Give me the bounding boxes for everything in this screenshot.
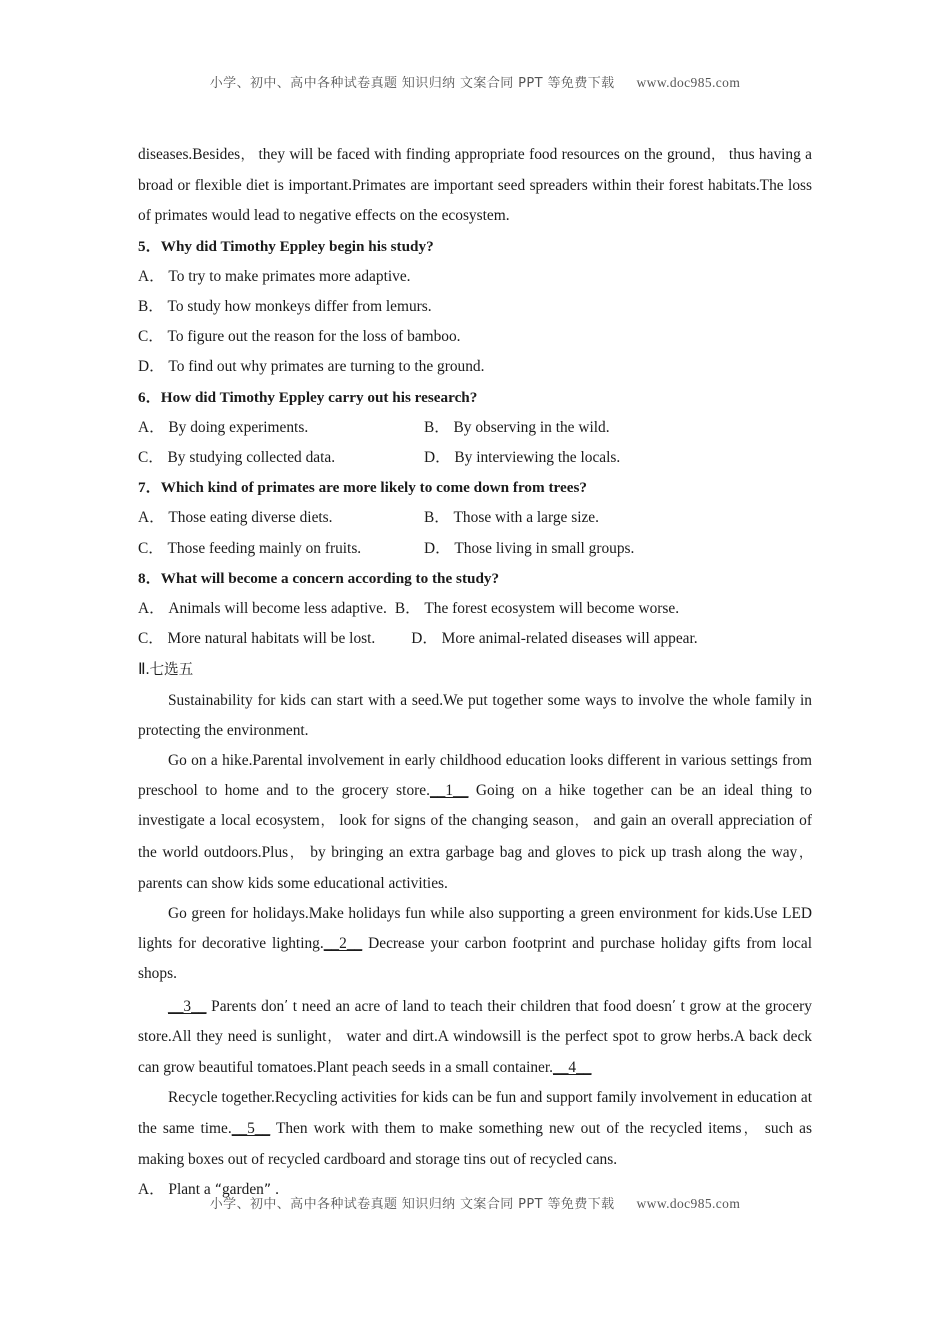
- question-text-5: Why did Timothy Eppley begin his study?: [160, 237, 434, 255]
- cloze-p1-text-f: parents can show kids some educational activities.: [138, 874, 448, 892]
- cjk-comma: ，: [319, 814, 335, 830]
- option-text: To figure out the reason for the loss of bamboo.: [167, 328, 461, 346]
- choice-dot: ．: [149, 1180, 165, 1198]
- option-8b[interactable]: [395, 594, 679, 624]
- option-7c[interactable]: [138, 534, 361, 564]
- question-number-7: 7: [138, 479, 146, 497]
- section-title: 七选五: [149, 661, 194, 679]
- option-row-8cd: [138, 624, 812, 654]
- option-text: By observing in the wild.: [453, 418, 610, 436]
- option-dot: ．: [435, 539, 451, 557]
- cloze-p1-text-e: by bringing an extra garbage bag and gloves to pick up trash along the way: [310, 843, 798, 861]
- question-number-dot: ．: [145, 237, 161, 255]
- option-text: To study how monkeys differ from lemurs.: [167, 298, 432, 316]
- option-dot: ．: [405, 600, 421, 618]
- footer-watermark-url: www.doc985.com: [636, 1196, 741, 1211]
- option-dot: ．: [148, 539, 164, 557]
- option-label: D: [424, 539, 436, 557]
- option-row-5b: [138, 292, 812, 322]
- option-6b[interactable]: [424, 413, 610, 443]
- option-6d[interactable]: [424, 443, 620, 473]
- option-dot: ．: [148, 449, 164, 467]
- option-text: To try to make primates more adaptive.: [168, 267, 411, 285]
- cjk-comma: ，: [326, 1029, 342, 1045]
- option-7b[interactable]: [424, 503, 599, 533]
- question-text-7: Which kind of primates are more likely to come down from trees?: [160, 479, 587, 497]
- option-text: Those eating diverse diets.: [168, 509, 333, 527]
- cloze-p1-text-d: and gain an overall appreciation of the world outdoors.Plus: [138, 812, 812, 861]
- question-number-dot: ．: [145, 388, 161, 406]
- option-dot: ．: [149, 418, 165, 436]
- option-dot: ．: [148, 298, 164, 316]
- quote-close-glyph: ”: [263, 1181, 272, 1198]
- option-row-5a: [138, 262, 812, 292]
- option-row-5d: [138, 352, 812, 382]
- choice-word: garden: [221, 1180, 264, 1198]
- question-text-8: What will become a concern according to the study?: [160, 569, 500, 587]
- option-text: Those with a large size.: [453, 509, 599, 527]
- section-separator: .: [145, 661, 150, 679]
- question-number-5: 5: [138, 237, 146, 255]
- option-dot: ．: [434, 418, 450, 436]
- option-6c[interactable]: [138, 443, 335, 473]
- option-text: Those feeding mainly on fruits.: [167, 539, 362, 557]
- option-7a[interactable]: [138, 503, 333, 533]
- cloze-blank-5[interactable]: __5__: [231, 1119, 271, 1137]
- cjk-comma: ，: [288, 845, 305, 861]
- header-watermark-text: 小学、初中、高中各种试卷真题 知识归纳 文案合同 PPT 等免费下载: [209, 76, 615, 91]
- option-label: B: [394, 600, 406, 618]
- cloze-p2-text-b: Decrease your carbon footprint and purchase holiday gifts from local shops.: [138, 935, 812, 983]
- option-row-7cd: [138, 534, 812, 564]
- cjk-comma: ，: [710, 148, 725, 163]
- option-5a[interactable]: [138, 262, 411, 292]
- cjk-comma: ，: [797, 845, 812, 861]
- passage-text-c: thus having a broad or flexible diet is important.Primates are important seed spreaders within their forest habitats.The loss of primates would lead to negative effects on the ecosystem.: [138, 146, 812, 225]
- cloze-paragraph-4: [138, 1083, 812, 1175]
- question-number-6: 6: [138, 388, 146, 406]
- cloze-p3-text-d: water and dirt.A windowsill is the perfect spot to grow herbs.A back deck can grow beautiful tomatoes.Plant peach seeds in a small container.: [138, 1027, 812, 1077]
- cloze-blank-3[interactable]: __3__: [168, 997, 207, 1015]
- option-dot: ．: [435, 449, 451, 467]
- option-label: A: [138, 509, 150, 527]
- question-number-dot: ．: [145, 479, 161, 497]
- option-label: C: [138, 630, 149, 648]
- option-text: By studying collected data.: [167, 449, 336, 467]
- option-text: Those living in small groups.: [454, 539, 635, 557]
- option-label: D: [424, 449, 436, 467]
- option-5c[interactable]: [138, 322, 461, 352]
- cloze-p1-text-c: look for signs of the changing season: [339, 812, 574, 830]
- footer-watermark: [0, 1193, 950, 1212]
- option-label: A: [138, 267, 150, 285]
- header-watermark: [0, 72, 950, 91]
- cloze-p4-text-c: such as making boxes out of recycled cardboard and storage tins out of recycled cans.: [138, 1119, 812, 1168]
- cjk-comma: ，: [573, 814, 589, 830]
- cloze-p1-text-a: Go on a hike.Parental involvement in early childhood education looks different in various settings from preschool to home and to the grocery store.: [138, 752, 812, 800]
- option-text: Animals will become less adaptive.: [168, 600, 387, 618]
- option-8a[interactable]: [138, 594, 387, 624]
- option-text: More natural habitats will be lost.: [167, 630, 376, 648]
- choice-text-b: .: [275, 1180, 279, 1198]
- header-watermark-url: www.doc985.com: [636, 75, 741, 90]
- option-6a[interactable]: [138, 413, 308, 443]
- question-stem-5: [138, 232, 812, 262]
- cloze-p3-text-c: t grow at the grocery store.All they need is sunlight: [138, 997, 813, 1045]
- passage-text-a: diseases.Besides: [138, 146, 241, 163]
- option-dot: ．: [149, 267, 165, 285]
- option-label: D: [411, 630, 423, 648]
- apostrophe-glyph: ’: [671, 997, 676, 1012]
- option-label: B: [138, 298, 149, 316]
- cloze-paragraph-1: [138, 746, 812, 899]
- footer-watermark-text: 小学、初中、高中各种试卷真题 知识归纳 文案合同 PPT 等免费下载: [209, 1197, 615, 1212]
- cloze-p4-text-b: Then work with them to make something new out of the recycled items: [270, 1119, 742, 1137]
- option-label: D: [138, 358, 150, 376]
- option-text: To find out why primates are turning to the ground.: [168, 358, 485, 376]
- cjk-comma: ，: [240, 148, 255, 163]
- cloze-p3-text-b: t need an acre of land to teach their children that food doesn: [288, 997, 672, 1015]
- option-label: A: [138, 600, 150, 618]
- section-roman-numeral: Ⅱ: [138, 661, 146, 679]
- option-text: By interviewing the locals.: [454, 449, 621, 467]
- option-row-7ab: [138, 503, 812, 533]
- cloze-blank-1[interactable]: __1__: [429, 782, 469, 800]
- question-stem-6: [138, 383, 812, 413]
- cloze-paragraph-3: [138, 990, 812, 1084]
- apostrophe-glyph: ’: [284, 997, 289, 1012]
- option-dot: ．: [149, 358, 165, 376]
- option-8d[interactable]: [411, 624, 697, 654]
- option-label: C: [138, 539, 149, 557]
- option-5b[interactable]: [138, 292, 432, 322]
- option-row-6ab: [138, 413, 812, 443]
- question-text-6: How did Timothy Eppley carry out his research?: [160, 388, 478, 406]
- question-stem-7: [138, 473, 812, 503]
- option-dot: ．: [149, 600, 165, 618]
- choice-label: A: [138, 1180, 150, 1198]
- question-stem-8: [138, 564, 812, 594]
- cjk-comma: ，: [741, 1121, 759, 1137]
- option-label: B: [424, 509, 435, 527]
- option-label: C: [138, 328, 149, 346]
- cloze-p1-text-b: Going on a hike together can be an ideal thing to investigate a local ecosystem: [138, 782, 812, 830]
- option-dot: ．: [434, 509, 450, 527]
- option-row-6cd: [138, 443, 812, 473]
- option-dot: ．: [149, 509, 165, 527]
- option-text: By doing experiments.: [168, 418, 309, 436]
- option-5d[interactable]: [138, 352, 484, 382]
- option-8c[interactable]: [138, 624, 375, 654]
- cloze-p2-text-a: Go green for holidays.Make holidays fun while also supporting a green environment for kids.Use LED lights for decorative lighting.: [138, 905, 812, 953]
- option-text: The forest ecosystem will become worse.: [424, 600, 680, 618]
- question-number-dot: ．: [145, 569, 161, 587]
- option-label: A: [138, 418, 150, 436]
- question-number-8: 8: [138, 569, 146, 587]
- passage-text-b: they will be faced with finding appropriate food resources on the ground: [258, 146, 711, 163]
- cloze-paragraph-2: [138, 899, 812, 990]
- option-dot: ．: [148, 328, 164, 346]
- option-dot: ．: [422, 630, 438, 648]
- cloze-blank-2[interactable]: __2__: [323, 935, 363, 953]
- passage-continuation-paragraph: [138, 140, 812, 232]
- option-7d[interactable]: [424, 534, 634, 564]
- option-row-8ab: [138, 594, 812, 624]
- cloze-p4-text-a: Recycle together.Recycling activities for kids can be fun and support family involvement in education at the same time.: [138, 1089, 812, 1137]
- cloze-intro-paragraph: Sustainability for kids can start with a seed.We put together some ways to involve the whole family in protecting the environment.: [138, 691, 812, 739]
- cloze-p3-text-a: Parents don: [206, 997, 285, 1015]
- section-heading: [138, 654, 812, 685]
- choice-text-a: Plant a: [168, 1180, 211, 1198]
- option-text: More animal-related diseases will appear.: [441, 630, 698, 648]
- cloze-blank-4[interactable]: __4__: [553, 1059, 592, 1077]
- option-label: C: [138, 449, 149, 467]
- option-dot: ．: [148, 630, 164, 648]
- option-label: B: [424, 418, 435, 436]
- quote-open-glyph: “: [214, 1181, 222, 1198]
- option-row-5c: [138, 322, 812, 352]
- page-content: [138, 140, 812, 1205]
